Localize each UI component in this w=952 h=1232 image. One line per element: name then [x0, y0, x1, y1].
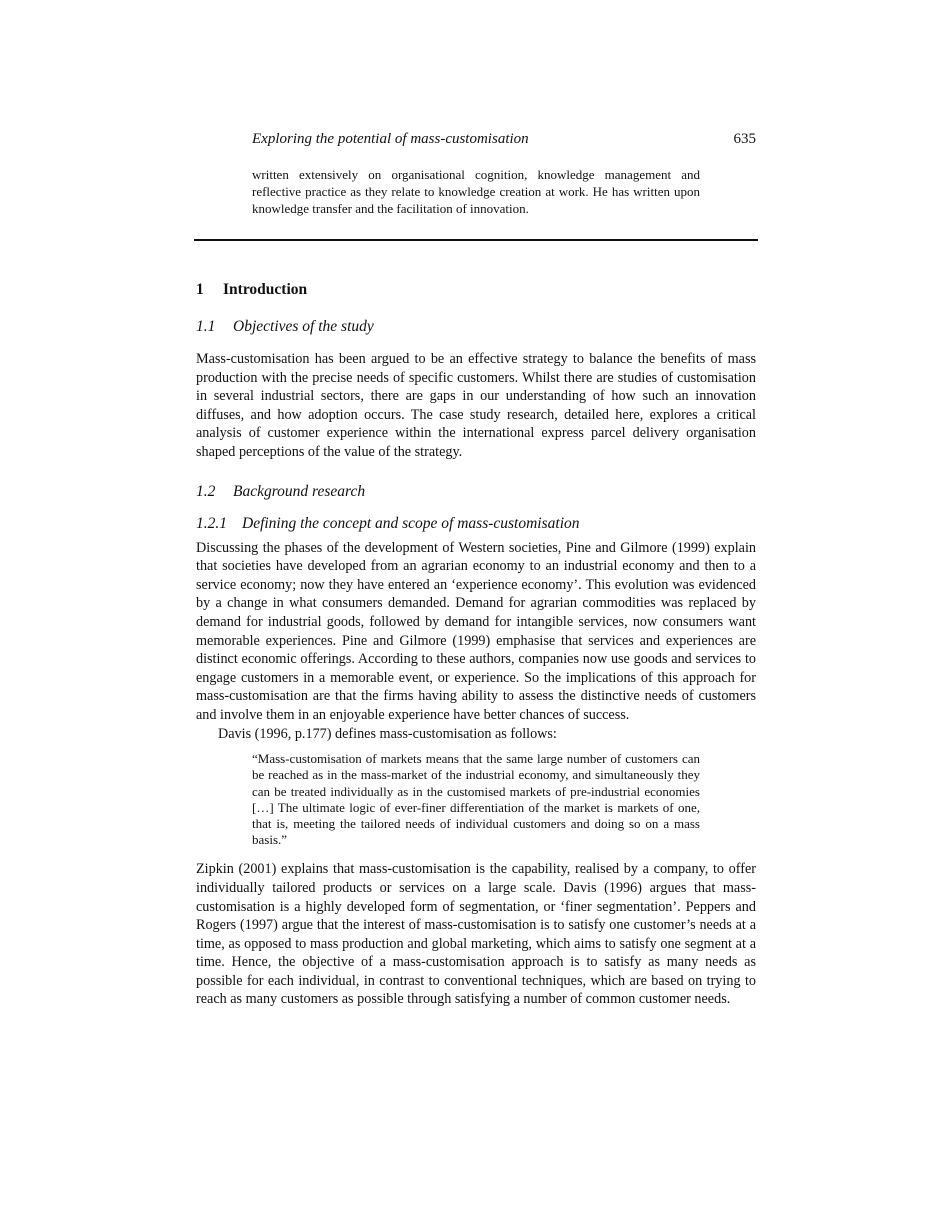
subsection-number: 1.2 — [196, 482, 216, 500]
objectives-paragraph: Mass-customisation has been argued to be an effective strategy to balance the benefits of mass production with the precise needs of specific customers. Whilst there are studies of customisation in several industrial sectors, there are gaps in our understanding of how such an innovation diffuses, and how adoption occurs. The case study research, detailed here, explores a critical analysis of customer experience within the international express parcel delivery organisation shaped perceptions of the value of the strategy. — [196, 351, 756, 460]
section-title: Introduction — [223, 281, 308, 298]
subsection-heading-objectives — [196, 317, 756, 337]
section-number: 1 — [196, 281, 204, 298]
subsection-title: Background research — [233, 482, 366, 500]
subsubsection-heading-defining-concept — [196, 514, 756, 534]
section-divider-rule — [194, 239, 758, 241]
subsubsection-number: 1.2.1 — [196, 514, 227, 532]
davis-definition-intro: Davis (1996, p.177) defines mass-customisation as follows: — [218, 725, 557, 742]
subsection-number: 1.1 — [196, 318, 216, 335]
section-heading-introduction — [196, 280, 756, 300]
running-head-title: Exploring the potential of mass-customisation — [252, 131, 529, 147]
zipkin-paragraph: Zipkin (2001) explains that mass-customisation is the capability, realised by a company, to offer individually tailored products or services on a large scale. Davis (1996) argues that mass-customisation is a highly developed form of segmentation, or ‘finer segmentation’. Peppers and Rogers (1997) argue that the interest of mass-customisation is to satisfy one customer’s needs at a time, as opposed to mass production and global marketing, which aims to satisfy one segment at a time. Hence, the objective of a mass-customisation approach is to satisfy as many needs as possible for each individual, in contrast to conventional techniques, which are based on trying to reach as many customers as possible through satisfying a number of common customer needs. — [196, 861, 756, 1008]
phases-paragraph: Discussing the phases of the development of Western societies, Pine and Gilmore (1999) explain that societies have developed from an agrarian economy to an industrial economy and then to a service economy; now they have entered an ‘experience economy’. This evolution was evidenced by a change in what consumers demanded. Demand for agrarian commodities was replaced by demand for industrial goods, followed by demand for intangible services, now consumers want memorable experiences. Pine and Gilmore (1999) emphasise that services and experiences are distinct economic offerings. According to these authors, companies now use goods and services to engage customers in a memorable event, or experience. So the implications of this approach for mass-customisation are that the firms having ability to assess the distinctive needs of customers and involve them in an enjoyable experience have better chances of success. — [196, 539, 756, 723]
author-bio-continuation: written extensively on organisational cognition, knowledge management and reflective practice as they relate to knowledge creation at work. He has written upon knowledge transfer and the facilitation of innovation. — [252, 167, 700, 216]
page-number: 635 — [733, 131, 756, 147]
subsection-heading-background — [196, 482, 756, 502]
subsubsection-title: Defining the concept and scope of mass-customisation — [242, 514, 580, 532]
article-body — [196, 280, 756, 1009]
davis-quote: “Mass-customisation of markets means that the same large number of customers can be reached as in the mass-market of the industrial economy, and simultaneously they can be treated individually as in the customised markets of pre-industrial economies […] The ultimate logic of ever-finer differentiation of the market is markets of one, that is, meeting the tailored needs of individual customers and doing so on a mass basis.” — [252, 751, 700, 848]
subsection-title: Objectives of the study — [233, 318, 374, 335]
